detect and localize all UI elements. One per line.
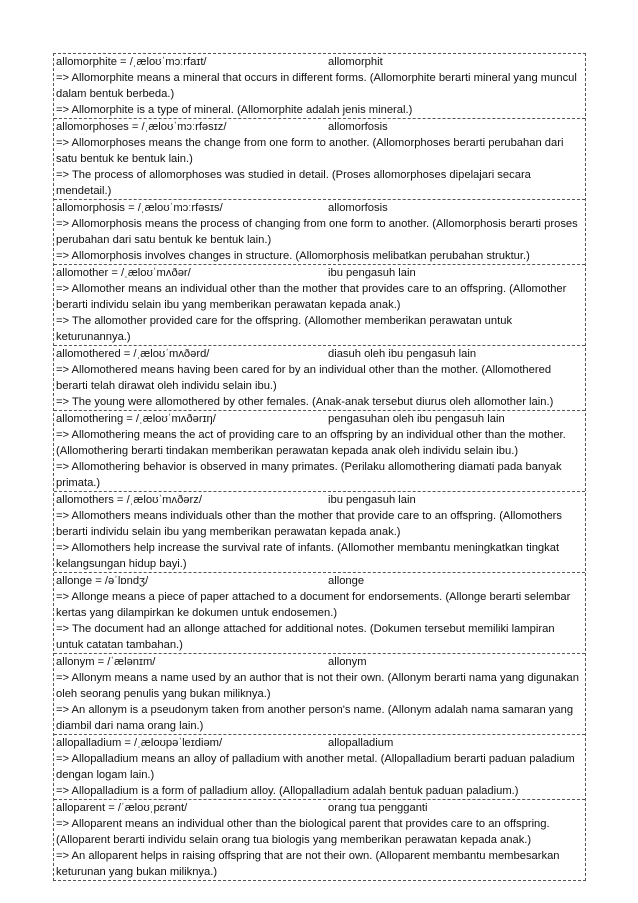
entry-definition: => Allomorphosis means the process of changing from one form to another. (Allomorphosis berarti proses perubahan dari satu bentuk ke bentuk lain.) — [56, 218, 578, 246]
entry-term: allonge = /əˈlɒndʒ/ — [56, 575, 149, 587]
entry-definition: => Allomorphoses means the change from one form to another. (Allomorphoses berarti perubahan dari satu bentuk ke bentuk lain.) — [56, 137, 564, 165]
entry-allomorphosis — [54, 200, 585, 265]
entry-head — [56, 492, 583, 508]
entry-head — [56, 200, 583, 216]
entry-translation: allomorphit — [328, 56, 383, 68]
entry-term: allopalladium = /ˌæloʊpəˈleɪdiəm/ — [56, 737, 223, 749]
entry-head — [56, 654, 583, 670]
entry-term: allonym = /ˈælənɪm/ — [56, 656, 156, 668]
entry-translation: allomorfosis — [328, 121, 388, 133]
entry-allomothered — [54, 346, 585, 411]
entry-head — [56, 411, 583, 427]
entry-definition: => Allomorphite means a mineral that occurs in different forms. (Allomorphite berarti mineral yang muncul dalam bentuk berbeda.) — [56, 72, 577, 100]
entry-translation: diasuh oleh ibu pengasuh lain — [328, 348, 477, 360]
entry-term: allomothered = /ˌæloʊˈmʌðərd/ — [56, 348, 210, 360]
dictionary-page — [53, 53, 586, 881]
entry-term: allomorphosis = /ˌæloʊˈmɔːrfəsɪs/ — [56, 202, 223, 214]
entry-translation: ibu pengasuh lain — [328, 494, 416, 506]
entry-allomorphite — [54, 54, 585, 119]
entry-term: allomothers = /ˌæloʊˈmʌðərz/ — [56, 494, 202, 506]
entry-translation: allomorfosis — [328, 202, 388, 214]
entry-term: allomorphoses = /ˌæloʊˈmɔːrfəsɪz/ — [56, 121, 227, 133]
entry-example: => The young were allomothered by other females. (Anak-anak tersebut diurus oleh allomother lain.) — [56, 396, 554, 408]
entry-translation: allopalladium — [328, 737, 394, 749]
entry-definition: => Allomother means an individual other than the mother that provides care to an offspring. (Allomother berarti individu selain ibu yang memberikan perawatan kepada anak.) — [56, 283, 567, 311]
entry-example: => An alloparent helps in raising offspring that are not their own. (Alloparent membantu membesarkan keturunan yang bukan miliknya.) — [56, 850, 560, 878]
entry-example: => An allonym is a pseudonym taken from another person's name. (Allonym adalah nama samaran yang diambil dari nama orang lain.) — [56, 704, 574, 732]
entry-translation: ibu pengasuh lain — [328, 267, 416, 279]
entry-definition: => Allomothering means the act of providing care to an offspring by an individual other than the mother. (Allomothering berarti tindakan memberikan perawatan kepada anak oleh individu selain ibu.) — [56, 429, 566, 457]
entry-example: => Allomothers help increase the survival rate of infants. (Allomother membantu meningkatkan tingkat kelangsungan hidup bayi.) — [56, 542, 560, 570]
entry-allopalladium — [54, 735, 585, 800]
entry-translation: allonge — [328, 575, 365, 587]
entry-example: => Allopalladium is a form of palladium alloy. (Allopalladium adalah bentuk paduan paladium.) — [56, 785, 519, 797]
entry-head — [56, 573, 583, 589]
entry-head — [56, 265, 583, 281]
entry-example: => Allomothering behavior is observed in many primates. (Perilaku allomothering diamati pada banyak primata.) — [56, 461, 562, 489]
entry-definition: => Allomothered means having been cared for by an individual other than the mother. (Allomothered berarti telah dirawat oleh individu selain ibu.) — [56, 364, 552, 392]
entry-allomothers — [54, 492, 585, 573]
entry-head — [56, 800, 583, 816]
entry-example: => Allomorphosis involves changes in structure. (Allomorphosis melibatkan perubahan struktur.) — [56, 250, 530, 262]
entry-alloparent — [54, 800, 585, 880]
entry-allonym — [54, 654, 585, 735]
entry-term: allomother = /ˌæloʊˈmʌðər/ — [56, 267, 191, 279]
entry-translation: orang tua pengganti — [328, 802, 428, 814]
entry-term: alloparent = /ˈæloʊˌpɛrənt/ — [56, 802, 188, 814]
entry-head — [56, 735, 583, 751]
entry-definition: => Allopalladium means an alloy of palladium with another metal. (Allopalladium berarti paduan paladium dengan logam lain.) — [56, 753, 575, 781]
entry-example: => The allomother provided care for the offspring. (Allomother memberikan perawatan untuk keturunannya.) — [56, 315, 513, 343]
entry-allonge — [54, 573, 585, 654]
entry-allomorphoses — [54, 119, 585, 200]
entry-allomother — [54, 265, 585, 346]
entry-example: => The process of allomorphoses was studied in detail. (Proses allomorphoses dipelajari secara mendetail.) — [56, 169, 531, 197]
entry-allomothering — [54, 411, 585, 492]
entry-definition: => Allonym means a name used by an author that is not their own. (Allonym berarti nama yang digunakan oleh seorang penulis yang bukan miliknya.) — [56, 672, 580, 700]
entry-translation: allonym — [328, 656, 367, 668]
entry-term: allomothering = /ˌæloʊˈmʌðərɪŋ/ — [56, 413, 216, 425]
entry-translation: pengasuhan oleh ibu pengasuh lain — [328, 413, 505, 425]
entry-definition: => Allomothers means individuals other than the mother that provide care to an offspring. (Allomothers berarti individu selain ibu yang memberikan perawatan kepada anak.) — [56, 510, 562, 538]
entry-head — [56, 119, 583, 135]
entry-definition: => Allonge means a piece of paper attached to a document for endorsements. (Allonge berarti selembar kertas yang dilampirkan ke dokumen untuk endosemen.) — [56, 591, 571, 619]
entry-head — [56, 54, 583, 70]
entry-example: => Allomorphite is a type of mineral. (Allomorphite adalah jenis mineral.) — [56, 104, 413, 116]
entry-head — [56, 346, 583, 362]
entry-term: allomorphite = /ˌæloʊˈmɔːrfaɪt/ — [56, 56, 207, 68]
entry-example: => The document had an allonge attached for additional notes. (Dokumen tersebut memiliki lampiran untuk catatan tambahan.) — [56, 623, 555, 651]
entry-definition: => Alloparent means an individual other than the biological parent that provides care to an offspring. (Alloparent berarti individu selain orang tua biologis yang memberikan perawatan kepada anak.) — [56, 818, 550, 846]
